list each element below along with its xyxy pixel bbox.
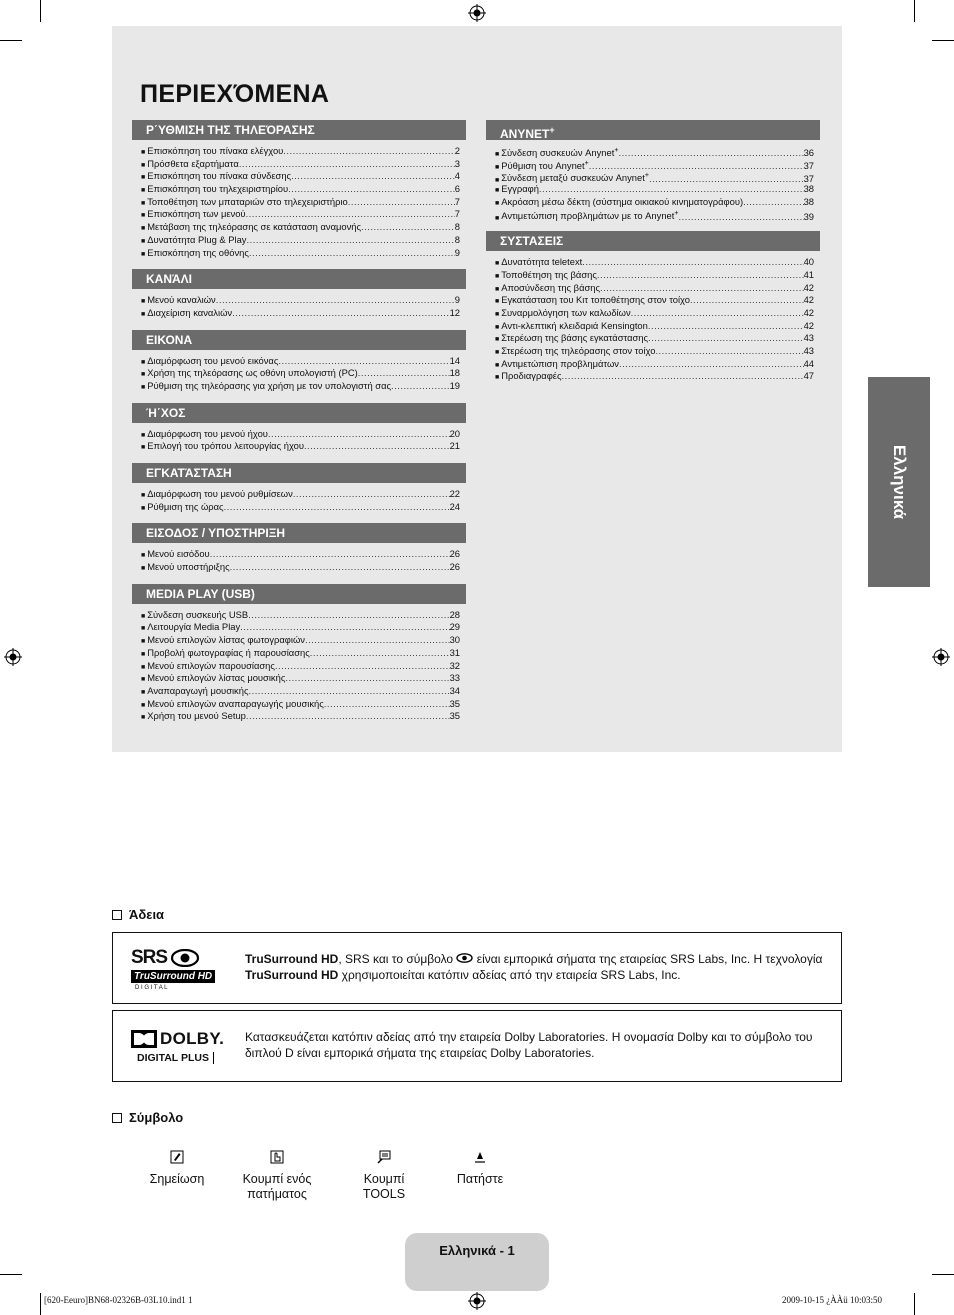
square-bullet-icon: ■ bbox=[141, 174, 146, 182]
toc-entry[interactable] bbox=[486, 282, 820, 295]
toc-section-heading: Ρ΄ΥΘΜΙΣΗ ΤΗΣ ΤΗΛΕΌΡΑΣΗΣ bbox=[132, 120, 466, 140]
toc-entry-title: Αναπαραγωγή μουσικής bbox=[147, 684, 249, 696]
toc-entry[interactable] bbox=[132, 367, 466, 380]
toc-entry-page: 19 bbox=[449, 379, 460, 391]
toc-entry-title: Μενού καναλιών bbox=[147, 294, 216, 306]
crop-mark bbox=[914, 0, 915, 22]
dot-leader bbox=[324, 698, 450, 711]
square-bullet-icon: ■ bbox=[141, 187, 146, 195]
superscript-plus: + bbox=[584, 159, 589, 167]
square-bullet-icon: ■ bbox=[141, 676, 146, 684]
toc-entry-page: 39 bbox=[803, 210, 814, 222]
square-bullet-icon: ■ bbox=[141, 225, 146, 233]
square-bullet-icon: ■ bbox=[495, 260, 500, 268]
toc-entry[interactable] bbox=[486, 158, 820, 171]
toc-entry-title: Χρήση του μενού Setup bbox=[147, 710, 246, 722]
square-bullet-icon: ■ bbox=[141, 250, 146, 258]
toc-section-heading: ΕΙΚΟΝΑ bbox=[132, 330, 466, 350]
dolby-logo bbox=[131, 1029, 231, 1064]
square-bullet-icon: ■ bbox=[141, 552, 146, 560]
toc-entry-title: Διαμόρφωση του μενού ρυθμίσεων bbox=[147, 488, 293, 499]
toc-section bbox=[132, 463, 466, 513]
footer-timestamp: 2009-10-15 ¿ÀÀü 10:03:50 bbox=[782, 1295, 882, 1305]
toc-entry-title: Αντι-κλεπτική κλειδαριά Kensington bbox=[501, 319, 648, 331]
dolby-license-text: Κατασκευάζεται κατόπιν αδείας από την εταιρεία Dolby Laboratories. Η ονομασία Dolby και το σύμβολο του διπλού D είναι εμπορικά σήματα της εταιρείας Dolby Laboratories. bbox=[245, 1030, 813, 1060]
toc-entry-page: 38 bbox=[803, 195, 814, 207]
toc-entry-page: 35 bbox=[449, 697, 460, 709]
toc-entry-title: Δυνατότητα Plug & Play bbox=[147, 233, 247, 245]
srs-logo bbox=[131, 947, 231, 991]
toc-entry[interactable] bbox=[132, 196, 466, 209]
page-title: ΠΕΡΙΕΧΌΜΕΝΑ bbox=[140, 80, 330, 108]
toc-entry-title: Εγγραφή bbox=[501, 183, 539, 195]
toc-entry-title: Διαμόρφωση του μενού εικόνας bbox=[147, 354, 279, 366]
toc-entry-page: 42 bbox=[803, 281, 814, 293]
toc-entry[interactable] bbox=[132, 170, 466, 183]
toc-entry-page: 40 bbox=[803, 256, 814, 268]
checkbox-bullet-icon bbox=[112, 910, 122, 920]
toc-entry[interactable] bbox=[486, 307, 820, 320]
toc-entry[interactable] bbox=[132, 561, 466, 574]
toc-section-heading: ANYNET+ bbox=[486, 120, 820, 140]
toc-entry[interactable] bbox=[486, 332, 820, 345]
toc-entry-page: 42 bbox=[803, 294, 814, 306]
toc-entry-title: Πρόσθετα εξαρτήματα bbox=[147, 157, 239, 169]
toc-section-heading: ΣΥΣΤΑΣΕΙΣ bbox=[486, 231, 820, 251]
crop-mark bbox=[932, 40, 954, 41]
toc-entry-page: 33 bbox=[449, 672, 460, 684]
toc-entry[interactable] bbox=[132, 488, 466, 501]
toc-entry[interactable] bbox=[132, 621, 466, 634]
dot-leader bbox=[305, 634, 450, 647]
square-bullet-icon: ■ bbox=[141, 612, 146, 620]
toc-entry[interactable] bbox=[486, 294, 820, 307]
square-bullet-icon: ■ bbox=[141, 310, 146, 318]
dot-leader bbox=[216, 294, 455, 307]
srs-license-text: TruSurround HD, SRS και το σύμβολο είναι εμπορικά σήματα της εταιρείας SRS Labs, Inc. Η τεχνολογία TruSurround HD χρησιμοποιείται κατόπιν αδείας από την εταιρεία SRS Labs, Inc. bbox=[245, 952, 823, 982]
toc-entry-title: Μετάβαση της τηλεόρασης σε κατάσταση αναμονής bbox=[147, 221, 362, 233]
srs-symbol-icon bbox=[456, 953, 473, 963]
square-bullet-icon: ■ bbox=[495, 348, 500, 356]
symbol-note: Σημείωση bbox=[137, 1150, 217, 1187]
toc-entry[interactable] bbox=[132, 710, 466, 723]
toc-entry[interactable] bbox=[132, 183, 466, 196]
dot-leader bbox=[239, 158, 455, 171]
toc-entry-title: Στερέωση της τηλεόρασης στον τοίχο bbox=[501, 344, 656, 356]
toc-entry-page: 18 bbox=[449, 367, 460, 379]
dot-leader bbox=[278, 355, 449, 368]
toc-entry-title: Διαμόρφωση του μενού ήχου bbox=[147, 427, 268, 439]
dot-leader bbox=[618, 147, 803, 160]
toc-entry-page: 8 bbox=[454, 221, 460, 233]
square-bullet-icon: ■ bbox=[141, 358, 146, 366]
dot-leader bbox=[358, 367, 450, 380]
toc-entry[interactable] bbox=[486, 345, 820, 358]
dot-leader bbox=[310, 647, 450, 660]
toc-entry[interactable] bbox=[132, 428, 466, 441]
toc-entry-title: Μενού επιλογών λίστας μουσικής bbox=[147, 672, 286, 684]
toc-entry-title: Τοποθέτηση της βάσης bbox=[501, 268, 597, 280]
toc-entry-page: 44 bbox=[803, 357, 814, 369]
srs-logo-small: D I G I T A L bbox=[135, 985, 168, 991]
toc-section bbox=[132, 120, 466, 259]
tools-button-icon bbox=[377, 1150, 391, 1164]
dolby-logo-sub: DIGITAL PLUS bbox=[131, 1052, 214, 1064]
toc-entry-page: 34 bbox=[449, 684, 460, 696]
square-bullet-icon: ■ bbox=[141, 504, 146, 512]
toc-entry-page: 7 bbox=[454, 195, 460, 207]
dot-leader bbox=[210, 548, 450, 561]
toc-entry-title: Αποσύνδεση της βάσης bbox=[501, 281, 601, 293]
toc-entry[interactable] bbox=[132, 660, 466, 673]
square-bullet-icon: ■ bbox=[141, 237, 146, 245]
toc-entry-page: 42 bbox=[803, 319, 814, 331]
toc-entry-page: 9 bbox=[454, 246, 460, 258]
toc-entry-page: 24 bbox=[449, 500, 460, 512]
dot-leader bbox=[348, 196, 455, 209]
toc-entry-title: Μενού επιλογών αναπαραγωγής μουσικής bbox=[147, 697, 324, 709]
toc-entry[interactable] bbox=[132, 609, 466, 622]
toc-entry-page: 42 bbox=[803, 306, 814, 318]
square-bullet-icon: ■ bbox=[141, 650, 146, 658]
dot-leader bbox=[361, 221, 455, 234]
toc-entry-page: 7 bbox=[454, 208, 460, 220]
toc-section-heading: Ή΄ΧΟΣ bbox=[132, 403, 466, 423]
toc-entry[interactable] bbox=[132, 247, 466, 260]
superscript-plus: + bbox=[614, 147, 619, 154]
square-bullet-icon: ■ bbox=[141, 663, 146, 671]
dot-leader bbox=[285, 672, 449, 685]
square-bullet-icon: ■ bbox=[141, 638, 146, 646]
square-bullet-icon: ■ bbox=[141, 298, 146, 306]
toc-entry-title: Σύνδεση συσκευής USB bbox=[147, 608, 249, 620]
toc-entry-title: Ακρόαση μέσω δέκτη (σύστημα οικιακού κινηματογράφου) bbox=[501, 195, 744, 207]
dolby-logo-text: DOLBY. bbox=[160, 1029, 225, 1048]
square-bullet-icon: ■ bbox=[141, 492, 146, 499]
square-bullet-icon: ■ bbox=[495, 323, 500, 331]
toc-entry-page: 41 bbox=[803, 268, 814, 280]
dot-leader bbox=[283, 145, 455, 158]
toc-section-heading: ΕΙΣΟΔΟΣ / ΥΠΟΣΤΗΡΙΞΗ bbox=[132, 523, 466, 543]
toc-entry[interactable] bbox=[486, 208, 820, 221]
toc-entry-page: 35 bbox=[449, 710, 460, 722]
srs-logo-text: SRS bbox=[131, 947, 168, 968]
toc-entry[interactable] bbox=[486, 170, 820, 183]
toc-entry[interactable] bbox=[132, 634, 466, 647]
toc-section-heading: ΕΓΚΑΤΆΣΤΑΣΗ bbox=[132, 463, 466, 483]
toc-entry-page: 29 bbox=[449, 621, 460, 633]
crop-mark bbox=[914, 1293, 915, 1315]
symbol-heading: Σύμβολο bbox=[112, 1110, 183, 1125]
square-bullet-icon: ■ bbox=[141, 444, 146, 452]
registration-mark-icon bbox=[468, 4, 486, 22]
toc-entry-title: Ρύθμιση της τηλεόρασης για χρήση με τον υπολογιστή σας bbox=[147, 379, 392, 391]
toc-left-column bbox=[132, 120, 466, 733]
toc-entry[interactable] bbox=[132, 685, 466, 698]
superscript-plus: + bbox=[644, 172, 649, 180]
square-bullet-icon: ■ bbox=[495, 272, 500, 280]
registration-mark-icon bbox=[4, 648, 22, 666]
dot-leader bbox=[391, 380, 450, 393]
toc-entry[interactable] bbox=[132, 221, 466, 234]
toc-entry-title: Μενού επιλογών παρουσίασης bbox=[147, 659, 275, 671]
square-bullet-icon: ■ bbox=[141, 431, 146, 439]
dot-leader bbox=[655, 345, 803, 358]
dot-leader bbox=[539, 183, 804, 196]
toc-entry-title: Στερέωση της βάσης εγκατάστασης bbox=[501, 332, 649, 344]
note-icon bbox=[170, 1150, 184, 1164]
toc-entry-page: 22 bbox=[449, 488, 460, 499]
dot-leader bbox=[648, 320, 804, 333]
dot-leader bbox=[648, 332, 804, 345]
square-bullet-icon: ■ bbox=[495, 336, 500, 344]
dot-leader bbox=[743, 196, 803, 209]
toc-entry-page: 8 bbox=[454, 233, 460, 245]
dot-leader bbox=[249, 247, 455, 260]
square-bullet-icon: ■ bbox=[495, 298, 500, 306]
page-number-label: Ελληνικά - 1 bbox=[439, 1243, 515, 1258]
dot-leader bbox=[291, 170, 455, 183]
license-heading: Άδεια bbox=[112, 907, 164, 922]
square-bullet-icon: ■ bbox=[141, 625, 146, 633]
toc-entry[interactable] bbox=[132, 647, 466, 660]
square-bullet-icon: ■ bbox=[495, 361, 500, 369]
press-icon bbox=[473, 1150, 487, 1164]
square-bullet-icon: ■ bbox=[141, 199, 146, 207]
toc-section bbox=[132, 330, 466, 393]
registration-mark-icon bbox=[932, 648, 950, 666]
toc-entry[interactable] bbox=[132, 355, 466, 368]
toc-entry-page: 38 bbox=[803, 183, 814, 195]
toc-entry-page: 26 bbox=[449, 561, 460, 573]
symbol-tools-button: Κουμπί TOOLS bbox=[344, 1150, 424, 1202]
toc-entry-title: Ρύθμιση της ώρας bbox=[147, 500, 224, 512]
dot-leader bbox=[304, 440, 450, 453]
toc-entry[interactable] bbox=[486, 256, 820, 269]
toc-entry-title: Προδιαγραφές bbox=[501, 370, 562, 382]
toc-entry[interactable] bbox=[132, 440, 466, 453]
toc-entry-page: 2 bbox=[454, 145, 460, 156]
toc-entry-title: Λειτουργία Media Play bbox=[147, 621, 241, 633]
square-bullet-icon: ■ bbox=[141, 212, 146, 220]
square-bullet-icon: ■ bbox=[141, 701, 146, 709]
toc-entry[interactable] bbox=[486, 370, 820, 383]
srs-circle-icon bbox=[170, 949, 200, 967]
dot-leader bbox=[268, 428, 450, 441]
toc-entry-title: Χρήση της τηλεόρασης ως οθόνη υπολογιστή (PC) bbox=[147, 367, 358, 379]
toc-entry-page: 4 bbox=[454, 170, 460, 182]
dot-leader bbox=[631, 307, 804, 320]
square-bullet-icon: ■ bbox=[141, 688, 146, 696]
toc-entry-title: Μενού εισόδου bbox=[147, 548, 210, 560]
square-bullet-icon: ■ bbox=[141, 161, 146, 169]
square-bullet-icon: ■ bbox=[141, 371, 146, 379]
toc-entry[interactable] bbox=[132, 501, 466, 514]
srs-logo-sub: TruSurround HD bbox=[131, 970, 215, 983]
square-bullet-icon: ■ bbox=[495, 214, 500, 222]
toc-entry-title: Δυνατότητα teletext bbox=[501, 256, 583, 268]
dot-leader bbox=[562, 370, 804, 383]
toc-entry-title: Σύνδεση συσκευών Anynet+ bbox=[501, 147, 619, 159]
toc-entry-title: Τοποθέτηση των μπαταριών στο τηλεχειριστήριο bbox=[147, 195, 348, 207]
square-bullet-icon: ■ bbox=[141, 383, 146, 391]
toc-entry-page: 43 bbox=[803, 344, 814, 356]
toc-entry-title: Επιλογή του τρόπου λειτουργίας ήχου bbox=[147, 440, 304, 452]
registration-mark-icon bbox=[468, 1292, 486, 1310]
dot-leader bbox=[230, 561, 450, 574]
toc-entry-page: 14 bbox=[449, 354, 460, 366]
crop-mark bbox=[932, 1274, 954, 1275]
dot-leader bbox=[293, 488, 450, 501]
toc-entry-page: 26 bbox=[449, 548, 460, 560]
dolby-license-box bbox=[112, 1010, 842, 1082]
dot-leader bbox=[232, 307, 449, 320]
square-bullet-icon: ■ bbox=[495, 285, 500, 293]
crop-mark bbox=[40, 1293, 41, 1315]
toc-entry[interactable] bbox=[132, 208, 466, 221]
toc-entry-title: Αντιμετώπιση προβλημάτων bbox=[501, 357, 619, 369]
toc-entry-page: 37 bbox=[803, 159, 814, 171]
dot-leader bbox=[224, 501, 450, 514]
toc-section bbox=[486, 120, 820, 221]
toc-section-heading: ΚΑΝΆΛΙ bbox=[132, 269, 466, 289]
toc-section bbox=[132, 403, 466, 453]
toc-section bbox=[486, 231, 820, 383]
toc-entry-page: 31 bbox=[449, 646, 460, 658]
toc-entry[interactable] bbox=[132, 294, 466, 307]
language-side-tab bbox=[868, 377, 930, 587]
toc-entry-page: 47 bbox=[803, 370, 814, 382]
toc-entry-page: 30 bbox=[449, 634, 460, 646]
square-bullet-icon: ■ bbox=[495, 151, 500, 159]
checkbox-bullet-icon bbox=[112, 1113, 122, 1123]
toc-entry-page: 12 bbox=[449, 306, 460, 318]
toc-entry-title: Εγκατάσταση του Κιτ τοποθέτησης στον τοίχο bbox=[501, 294, 690, 306]
crop-mark bbox=[0, 1274, 22, 1275]
dot-leader bbox=[248, 609, 449, 622]
toc-entry-page: 3 bbox=[454, 157, 460, 169]
toc-entry-title: Επισκόπηση της οθόνης bbox=[147, 246, 249, 258]
crop-mark bbox=[0, 40, 22, 41]
one-touch-button-icon bbox=[270, 1150, 284, 1164]
toc-entry-page: 36 bbox=[803, 147, 814, 159]
dot-leader bbox=[246, 710, 450, 723]
toc-entry[interactable] bbox=[132, 672, 466, 685]
toc-entry-page: 20 bbox=[449, 427, 460, 439]
toc-entry-title: Επισκόπηση του πίνακα ελέγχου bbox=[147, 145, 284, 156]
symbol-one-touch-button: Κουμπί ενός πατήματος bbox=[232, 1150, 322, 1202]
toc-entry-title: Σύνδεση μεταξύ συσκευών Anynet+ bbox=[501, 172, 649, 184]
toc-entry-title: Μενού υποστήριξης bbox=[147, 561, 230, 573]
toc-entry[interactable] bbox=[486, 320, 820, 333]
toc-entry-title: Επισκόπηση των μενού bbox=[147, 208, 246, 220]
dot-leader bbox=[240, 621, 449, 634]
toc-right-column bbox=[486, 120, 820, 393]
toc-entry-title: Αντιμετώπιση προβλημάτων με το Anynet+ bbox=[501, 210, 679, 222]
square-bullet-icon: ■ bbox=[495, 310, 500, 318]
toc-entry[interactable] bbox=[132, 234, 466, 247]
toc-section bbox=[132, 523, 466, 573]
toc-entry[interactable] bbox=[132, 548, 466, 561]
dot-leader bbox=[288, 183, 455, 196]
dot-leader bbox=[246, 208, 455, 221]
toc-entry[interactable] bbox=[132, 380, 466, 393]
toc-entry[interactable] bbox=[132, 307, 466, 320]
toc-entry[interactable] bbox=[132, 698, 466, 711]
dot-leader bbox=[582, 256, 803, 269]
page-number-tab bbox=[405, 1233, 549, 1291]
toc-entry[interactable] bbox=[486, 196, 820, 209]
toc-section bbox=[132, 269, 466, 319]
square-bullet-icon: ■ bbox=[495, 163, 500, 171]
dot-leader bbox=[619, 358, 804, 371]
dolby-double-d-icon bbox=[131, 1030, 157, 1048]
toc-entry-page: 21 bbox=[449, 440, 460, 452]
toc-entry-title: Προβολή φωτογραφίας ή παρουσίασης bbox=[147, 646, 310, 658]
toc-entry[interactable] bbox=[132, 145, 466, 158]
toc-entry-title: Επισκόπηση του τηλεχειριστηρίου bbox=[147, 183, 289, 195]
square-bullet-icon: ■ bbox=[495, 187, 500, 195]
toc-entry-title: Διαχείριση καναλιών bbox=[147, 306, 233, 318]
toc-entry-title: Επισκόπηση του πίνακα σύνδεσης bbox=[147, 170, 292, 182]
dot-leader bbox=[690, 294, 804, 307]
footer-file-info: [620-Eeuro]BN68-02326B-03L10.ind1 1 bbox=[44, 1295, 193, 1305]
toc-entry-page: 9 bbox=[454, 294, 460, 306]
square-bullet-icon: ■ bbox=[141, 149, 146, 156]
toc-entry[interactable] bbox=[486, 183, 820, 196]
toc-entry[interactable] bbox=[486, 358, 820, 371]
superscript-plus: + bbox=[549, 125, 555, 135]
toc-entry-title: Μενού επιλογών λίστας φωτογραφιών bbox=[147, 634, 305, 646]
toc-entry-title: Ρύθμιση του Anynet+ bbox=[501, 159, 589, 171]
toc-entry-page: 6 bbox=[454, 183, 460, 195]
superscript-plus: + bbox=[674, 210, 679, 218]
crop-mark bbox=[40, 0, 41, 22]
toc-entry-page: 43 bbox=[803, 332, 814, 344]
toc-entry-page: 37 bbox=[803, 172, 814, 184]
toc-entry-title: Συναρμολόγηση των καλωδίων bbox=[501, 306, 631, 318]
square-bullet-icon: ■ bbox=[141, 565, 146, 573]
dot-leader bbox=[597, 269, 804, 282]
square-bullet-icon: ■ bbox=[141, 714, 146, 722]
toc-entry-page: 32 bbox=[449, 659, 460, 671]
toc-entry[interactable] bbox=[132, 158, 466, 171]
square-bullet-icon: ■ bbox=[495, 374, 500, 382]
dot-leader bbox=[275, 660, 450, 673]
toc-entry[interactable] bbox=[486, 269, 820, 282]
dot-leader bbox=[248, 685, 449, 698]
symbol-press: Πατήστε bbox=[440, 1150, 520, 1187]
square-bullet-icon: ■ bbox=[495, 176, 500, 184]
toc-entry-page: 28 bbox=[449, 608, 460, 620]
dot-leader bbox=[247, 234, 455, 247]
dot-leader bbox=[600, 282, 804, 295]
square-bullet-icon: ■ bbox=[495, 199, 500, 207]
language-side-tab-label: Ελληνικά bbox=[890, 444, 909, 520]
srs-license-box bbox=[112, 932, 842, 1004]
dot-leader bbox=[679, 211, 804, 224]
toc-entry[interactable] bbox=[486, 145, 820, 158]
toc-section bbox=[132, 584, 466, 723]
toc-section-heading: MEDIA PLAY (USB) bbox=[132, 584, 466, 604]
